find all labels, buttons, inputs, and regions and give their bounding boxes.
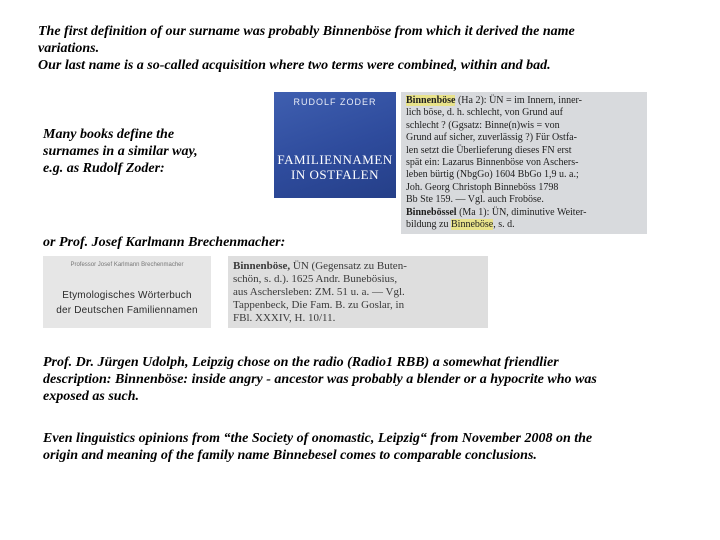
zoder-highlight-word: Binneböse [451, 219, 494, 231]
zoder-entry-line-1 [406, 95, 643, 107]
brech-headword: Binnenböse, [233, 260, 291, 272]
zoder-cover-title-line-1: FAMILIENNAMEN [277, 152, 393, 167]
brechenmacher-book-cover [43, 256, 211, 328]
zoder-entry-line-11-post: , s. d. [493, 219, 515, 231]
brech-entry-line-3: aus Aschersleben: ZM. 51 u. a. — Vgl. [233, 286, 405, 298]
zoder-cover-author: RUDOLF ZODER [293, 97, 377, 107]
brech-entry-line-2: schön, s. d.). 1625 Andr. Bunebösius, [233, 273, 398, 285]
books-line-2: surnames in a similar way, [43, 144, 198, 159]
brech-cover-title-line-2: der Deutschen Familiennamen [56, 305, 198, 316]
brech-entry-line-1-text: ÜN (Gegensatz zu Buten- [290, 260, 407, 272]
zoder-entry-line-9: Bb Ste 159. — Vgl. auch Froböse. [406, 194, 544, 206]
intro-line-1: The first definition of our surname was probably Binnenböse from which it derived the name [38, 24, 575, 39]
brechenmacher-line: or Prof. Josef Karlmann Brechenmacher: [43, 235, 286, 250]
brechenmacher-dictionary-excerpt [228, 256, 488, 328]
brech-entry-line-5: FBl. XXXIV, H. 10/11. [233, 312, 336, 324]
zoder-entry-line-7: leben bürtig (NbgGo) 1604 BbGo 1,9 u. a.; [406, 169, 579, 181]
brech-cover-author: Professor Josef Karlmann Brechenmacher [70, 262, 184, 268]
books-paragraph [43, 126, 243, 177]
zoder-entry-line-4: Grund auf sicher, zuverlässig ?) Für Ostfa- [406, 132, 577, 144]
zoder-entry-line-6: spät ein: Lazarus Binnenböse von Aschers- [406, 157, 579, 169]
udolph-paragraph [43, 354, 703, 405]
brech-entry-line-4: Tappenbeck, Die Fam. B. zu Goslar, in [233, 299, 405, 311]
zoder-dictionary-excerpt [401, 92, 647, 234]
zoder-entry-line-1-text: (Ha 2): ÜN = im Innern, inner- [455, 95, 582, 106]
zoder-entry-line-8: Joh. Georg Christoph Binneböss 1798 [406, 181, 559, 193]
zoder-headword: Binnenböse [406, 95, 456, 106]
intro-paragraph [38, 23, 698, 74]
zoder-entry-line-2: lich böse, d. h. schlecht, von Grund auf [406, 107, 563, 119]
zoder-cover-title-line-2: IN OSTFALEN [291, 167, 379, 182]
books-line-3: e.g. as Rudolf Zoder: [43, 161, 165, 176]
zoder-entry-line-11 [406, 219, 643, 231]
society-line-2: origin and meaning of the family name Binnebesel comes to comparable conclusions. [43, 448, 537, 463]
zoder-cover-title [274, 152, 396, 182]
zoder-headword-2: Binnebössel [406, 206, 457, 218]
zoder-book-cover [274, 92, 396, 198]
udolph-line-1: Prof. Dr. Jürgen Udolph, Leipzig chose on the radio (Radio1 RBB) a somewhat friendlier [43, 355, 559, 370]
zoder-entry-line-10 [406, 207, 643, 219]
society-paragraph [43, 430, 703, 464]
zoder-entry-line-10-text: (Ma 1): ÜN, diminutive Weiter- [456, 206, 587, 218]
zoder-entry-line-3: schlecht ? (Ggsatz: Binne(n)wis = von [406, 119, 560, 131]
intro-line-2: variations. [38, 41, 100, 56]
udolph-line-2: description: Binnenböse: inside angry - ancestor was probably a blender or a hypocrite who was [43, 372, 597, 387]
udolph-line-3: exposed as such. [43, 389, 140, 404]
brech-cover-title-line-1: Etymologisches Wörterbuch [62, 290, 192, 301]
zoder-entry-line-11-pre: bildung zu [406, 219, 451, 231]
books-line-1: Many books define the [43, 127, 175, 142]
intro-line-3: Our last name is a so-called acquisition where two terms were combined, within and bad. [38, 58, 551, 73]
zoder-entry-line-5: len setzt die Überlieferung dieses FN erst [406, 144, 572, 156]
brech-entry-line-1 [233, 260, 484, 273]
society-line-1: Even linguistics opinions from “the Society of onomastic, Leipzig“ from November 2008 on the [43, 431, 593, 446]
